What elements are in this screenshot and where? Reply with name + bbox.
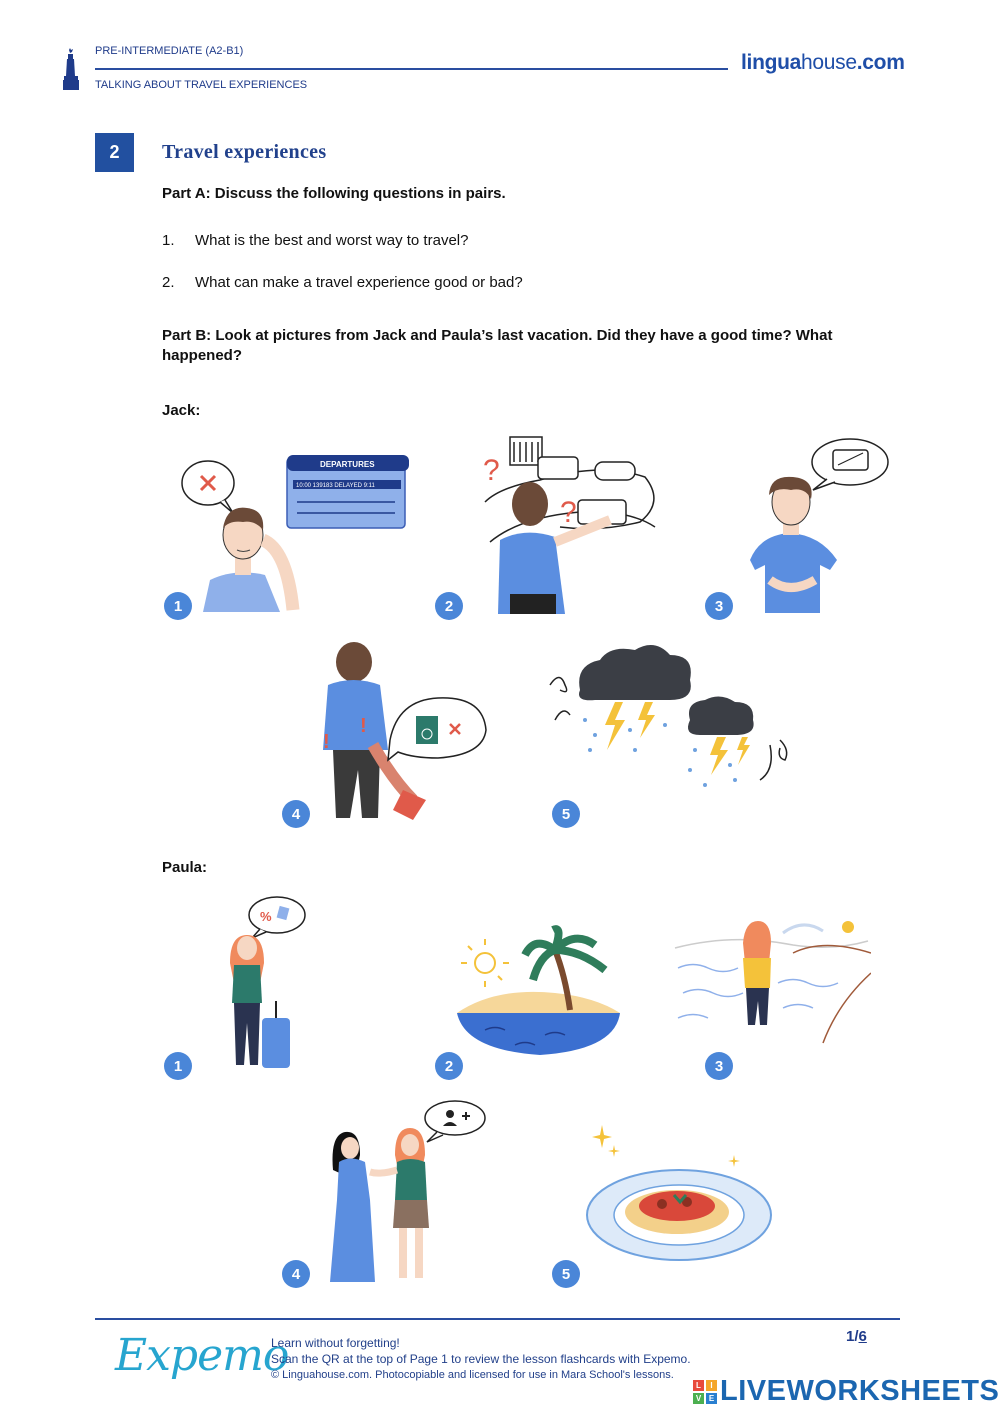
liveworksheets-logo[interactable] — [693, 1375, 999, 1408]
page-indicator — [846, 1328, 867, 1345]
expemo-logo[interactable]: Expemo — [115, 1330, 289, 1381]
beach-illustration — [455, 925, 625, 1060]
question-item — [162, 232, 468, 249]
header-rule — [95, 68, 728, 70]
jack-badge-4: 4 — [282, 800, 310, 828]
spaghetti-illustration — [582, 1120, 777, 1265]
section-number: 2 — [95, 133, 134, 172]
board-header-text: DEPARTURES — [320, 460, 375, 469]
liveworksheets-icon: L I V E — [693, 1380, 717, 1404]
svg-text:?: ? — [560, 496, 577, 529]
paula-badge-4: 4 — [282, 1260, 310, 1288]
question-number: 1. — [162, 232, 175, 249]
statue-of-liberty-icon — [62, 48, 80, 90]
footer-text — [271, 1335, 691, 1383]
paula-label: Paula: — [162, 859, 208, 876]
page-total-link[interactable]: 6 — [858, 1328, 867, 1345]
linguahouse-logo[interactable] — [741, 51, 905, 75]
footer-line-2: Scan the QR at the top of Page 1 to review the lesson flashcards with Expemo. — [271, 1352, 691, 1366]
paula-suitcase-illustration — [222, 893, 312, 1073]
question-item — [162, 274, 523, 291]
question-text: What is the best and worst way to travel? — [195, 232, 469, 249]
brand-part-tld: .com — [856, 51, 905, 74]
jack-label: Jack: — [162, 402, 201, 419]
liveworksheets-text: LIVEWORKSHEETS — [720, 1375, 1000, 1407]
part-a-instruction: Part A: Discuss the following questions in pairs. — [162, 185, 506, 202]
jack-lost-luggage-illustration — [480, 432, 660, 614]
topic-label: TALKING ABOUT TRAVEL EXPERIENCES — [95, 79, 308, 91]
jack-badge-5: 5 — [552, 800, 580, 828]
question-number: 2. — [162, 274, 175, 291]
brand-part-bold: lingua — [741, 51, 802, 74]
paula-badge-1: 1 — [164, 1052, 192, 1080]
footer-copyright: © Linguahouse.com. Photocopiable and licensed for use in Mara School's lessons. — [271, 1369, 674, 1381]
paula-badge-5: 5 — [552, 1260, 580, 1288]
paula-new-friend-illustration — [325, 1100, 490, 1285]
svg-text:%: % — [260, 909, 272, 924]
paula-badge-2: 2 — [435, 1052, 463, 1080]
board-row-text: 10:00 139183 DELAYED 9:11 — [296, 483, 375, 489]
jack-pickpocket-illustration — [318, 640, 490, 822]
paula-sea-view-illustration — [673, 913, 871, 1048]
brand-part-light: house — [801, 51, 857, 74]
jack-badge-1: 1 — [164, 592, 192, 620]
question-text: What can make a travel experience good or bad? — [195, 274, 523, 291]
paula-badge-3: 3 — [705, 1052, 733, 1080]
part-b-instruction: Part B: Look at pictures from Jack and Paula’s last vacation. Did they have a good time? What happened? — [162, 327, 833, 364]
jack-flight-delayed-illustration — [175, 450, 415, 615]
jack-thinking-illustration — [745, 435, 895, 615]
jack-badge-3: 3 — [705, 592, 733, 620]
footer-line-1: Learn without forgetting! — [271, 1336, 400, 1350]
footer-rule — [95, 1318, 900, 1320]
svg-text:!: ! — [323, 731, 330, 753]
svg-text:!: ! — [360, 715, 367, 737]
svg-text:?: ? — [483, 454, 500, 487]
storm-illustration — [545, 640, 795, 810]
jack-badge-2: 2 — [435, 592, 463, 620]
section-title: Travel experiences — [162, 141, 327, 163]
page-current: 1/ — [846, 1328, 859, 1345]
level-label: PRE-INTERMEDIATE (A2-B1) — [95, 45, 244, 57]
